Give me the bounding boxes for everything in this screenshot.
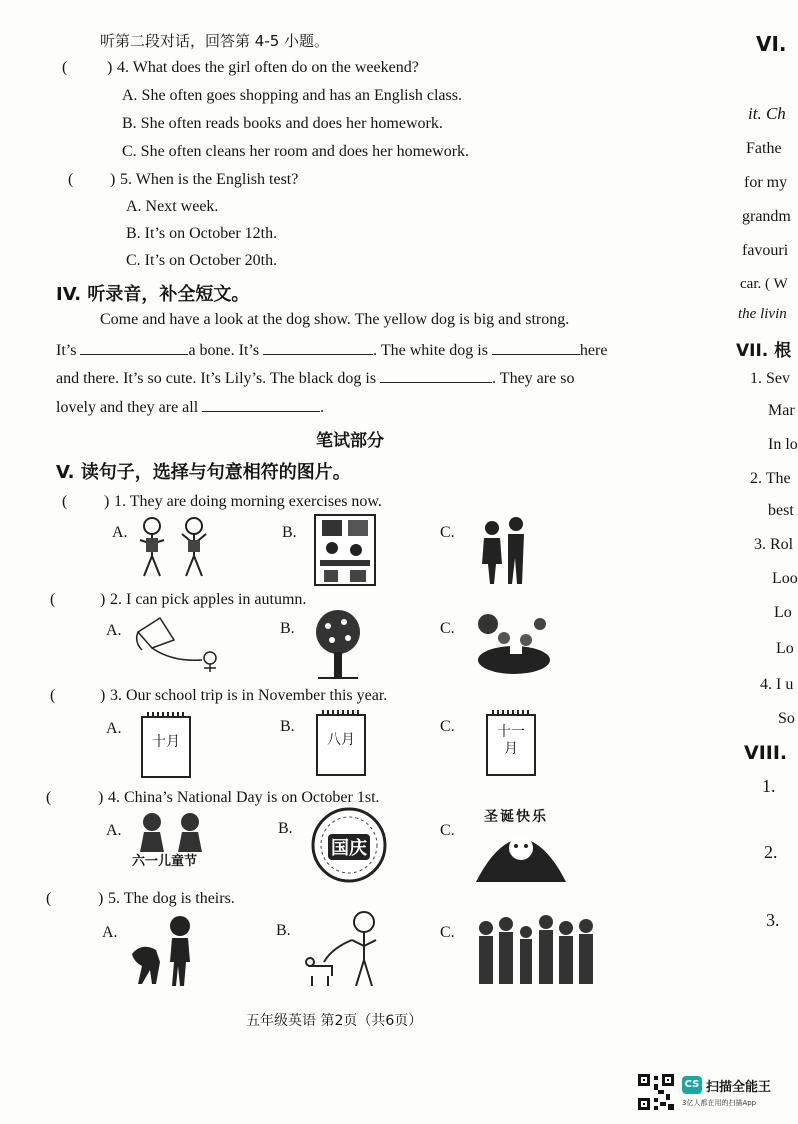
section8-title: VIII. (744, 742, 788, 764)
national-day-image (310, 806, 388, 884)
two-people-image (476, 516, 532, 588)
q4-option-b: B. She often reads books and does her homework. (122, 115, 443, 132)
blank-2[interactable] (263, 340, 373, 355)
s5-q1-option-a[interactable]: A. (112, 524, 128, 541)
rc-line-5: favouri (742, 242, 789, 259)
blank-5[interactable] (202, 397, 320, 412)
passage-line-2 (56, 340, 607, 361)
rc-line-3: for my (744, 174, 788, 191)
passage-text: It’s (56, 342, 81, 359)
scanner-app-name: 扫描全能王 (706, 1080, 772, 1095)
s5-q2-option-c[interactable]: C. (440, 620, 455, 637)
passage-text: . (320, 399, 325, 416)
s7-item-3c: Lo (774, 604, 792, 621)
blank-4[interactable] (380, 368, 492, 383)
classroom-scene-image (314, 514, 376, 586)
passage-line-1: Come and have a look at the dog show. The yellow dog is big and strong. (100, 311, 570, 328)
s5-q5-close: ) (98, 890, 104, 907)
s7-item-3d: Lo (776, 640, 794, 657)
qr-code (636, 1072, 676, 1112)
passage-text: and there. It’s so cute. It’s Lily’s. The black dog is (56, 370, 381, 387)
s5-q5-text: 5. The dog is theirs. (108, 890, 235, 907)
q4-option-a: A. She often goes shopping and has an English class. (122, 87, 462, 104)
q4-option-c: C. She often cleans her room and does her homework. (122, 143, 470, 160)
calendar-november-image (486, 714, 536, 776)
s5-q2-paren: ( (50, 591, 56, 608)
blank-3[interactable] (492, 340, 580, 355)
rc-line-1: it. Ch (748, 104, 786, 123)
scanner-logo-badge: CS (682, 1076, 702, 1094)
s5-q1-option-c[interactable]: C. (440, 524, 455, 541)
rc-line-7: the livin (738, 306, 787, 322)
childrens-day-label: 六一儿童节 (132, 854, 198, 869)
s5-q5-option-b[interactable]: B. (276, 922, 291, 939)
s7-item-4: 4. I u (760, 676, 794, 693)
section7-title: VII. 根 (736, 341, 792, 361)
s7-item-2b: best (768, 502, 794, 519)
s8-item-1: 1. (762, 776, 776, 796)
s5-q4-close: ) (98, 789, 104, 806)
s7-item-1b: Mar (768, 402, 795, 419)
q5-option-c: C. It’s on October 20th. (126, 252, 278, 269)
rc-line-6: car. ( W (740, 276, 788, 292)
s7-item-1c: In lo (768, 436, 798, 453)
s5-q4-option-c[interactable]: C. (440, 822, 455, 839)
calendar-august-image (316, 714, 366, 776)
apple-tree-image (308, 608, 368, 680)
christmas-label: 圣诞快乐 (484, 809, 548, 825)
s5-q4-option-b[interactable]: B. (278, 820, 293, 837)
s7-item-3: 3. Rol (754, 536, 794, 553)
q4-paren-open: ( (62, 59, 68, 76)
passage-line-3 (56, 368, 574, 389)
passage-line-4 (56, 397, 324, 418)
right-column-clip (730, 0, 798, 1080)
s5-q3-text: 3. Our school trip is in November this year. (110, 687, 388, 704)
section6-title: VI. (756, 32, 787, 56)
q4-text: 4. What does the girl often do on the weekend? (117, 59, 419, 76)
written-part-title: 笔试部分 (316, 431, 384, 451)
s5-q3-close: ) (100, 687, 106, 704)
s5-q2-close: ) (100, 591, 106, 608)
s5-q5-option-c[interactable]: C. (440, 924, 455, 941)
s5-q3-option-b[interactable]: B. (280, 718, 295, 735)
s5-q3-option-a[interactable]: A. (106, 720, 122, 737)
calendar-october-image (141, 716, 191, 778)
picnic-scene-image (474, 610, 554, 676)
s8-item-2: 2. (764, 842, 778, 862)
passage-text: lovely and they are all (56, 399, 203, 416)
calendar-november-label: 十一 月 (497, 724, 525, 757)
listening-instruction: 听第二段对话，回答第 4-5 小题。 (100, 32, 330, 50)
s8-item-3: 3. (766, 910, 780, 930)
q5-option-b: B. It’s on October 12th. (126, 225, 278, 242)
s5-q1-text: 1. They are doing morning exercises now. (114, 493, 382, 510)
s5-q4-option-a[interactable]: A. (106, 822, 122, 839)
blank-1[interactable] (80, 340, 188, 355)
section4-title: IV. 听录音，补全短文。 (56, 284, 250, 305)
s7-item-2: 2. The (750, 470, 791, 487)
s5-q5-paren: ( (46, 890, 52, 907)
kids-exercising-image (130, 514, 220, 582)
boy-walking-dog-image (304, 910, 390, 990)
s5-q2-text: 2. I can pick apples in autumn. (110, 591, 307, 608)
rc-line-2: Fathe (746, 140, 782, 157)
s5-q1-close: ) (104, 493, 110, 510)
s5-q4-text: 4. China’s National Day is on October 1st. (108, 789, 380, 806)
national-day-label: 国庆 (328, 834, 370, 860)
childrens-day-image (130, 810, 214, 872)
q5-text: 5. When is the English test? (120, 171, 299, 188)
s5-q3-option-c[interactable]: C. (440, 718, 455, 735)
passage-text: a bone. It’s (188, 342, 264, 359)
kite-flying-image (132, 612, 224, 676)
passage-text: here (579, 342, 608, 359)
s5-q1-paren: ( (62, 493, 68, 510)
calendar-august-label: 八月 (327, 732, 355, 748)
q5-option-a: A. Next week. (126, 198, 219, 215)
family-group-image (474, 914, 598, 986)
q5-paren-close: ) (110, 171, 116, 188)
page-footer: 五年级英语 第2页（共6页） (246, 1013, 423, 1029)
q4-paren-close: ) (107, 59, 113, 76)
s5-q2-option-b[interactable]: B. (280, 620, 295, 637)
child-with-dog-image (126, 914, 206, 988)
christmas-image (466, 806, 576, 884)
s5-q3-paren: ( (50, 687, 56, 704)
s7-item-4b: So (778, 710, 795, 727)
s7-item-1: 1. Sev (750, 370, 790, 387)
scanner-tagline: 3亿人都在用的扫描App (682, 1099, 757, 1107)
calendar-october-label: 十月 (152, 734, 180, 750)
passage-text: . The white dog is (373, 342, 492, 359)
q5-paren-open: ( (68, 171, 74, 188)
s5-q2-option-a[interactable]: A. (106, 622, 122, 639)
passage-text: . They are so (492, 370, 575, 387)
s5-q5-option-a[interactable]: A. (102, 924, 118, 941)
s5-q4-paren: ( (46, 789, 52, 806)
s5-q1-option-b[interactable]: B. (282, 524, 297, 541)
rc-line-4: grandm (742, 208, 791, 225)
s7-item-3b: Loo (772, 570, 798, 587)
section5-title: V. 读句子，选择与句意相符的图片。 (56, 462, 351, 483)
